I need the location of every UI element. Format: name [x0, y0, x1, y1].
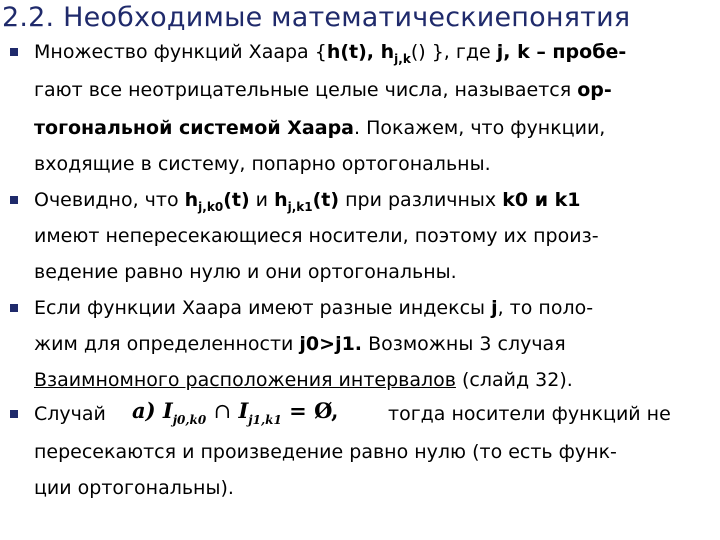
bullet-4-line-1-end: тогда носители функций не [388, 403, 671, 425]
bullet-4-line-1-start: Случай [34, 403, 106, 425]
bullet-1-line-2: гают все неотрицательные целые числа, называется ор- [34, 79, 612, 101]
bullet-4-line-3: ции ортогональны). [34, 477, 234, 499]
bullet-marker [10, 410, 18, 418]
bullet-3-line-1: Если функции Хаара имеют разные индексы j, то поло- [34, 297, 594, 319]
intersection-formula: a) $I_{j0,k0}$ ∩ $I_{j1,k1}$ = Ø, [132, 398, 339, 427]
bullet-1-line-3: тогональной системой Хаара. Покажем, что функции, [34, 117, 606, 139]
bullet-marker [10, 196, 18, 204]
bullet-3-line-3: Взаимномного расположения интервалов (слайд 32). [34, 369, 573, 391]
bullet-2-line-2: имеют непересекающиеся носители, поэтому их произ- [34, 225, 599, 247]
bullet-marker [10, 304, 18, 312]
bullet-1-line-1: Множество функций Хаара {h(t), $h_{j,k}()$ }, где j, k – пробе- [34, 41, 627, 66]
bullet-3-line-2: жим для определенности j0>j1. Возможны 3 случая [34, 333, 566, 355]
bullet-2-line-1: Очевидно, что $h_{j,k0}(t)$ и $h_{j,k1}(t)$ при различных k0 и k1 [34, 189, 581, 214]
slide-title: 2.2. Необходимые математическиепонятия [2, 2, 631, 33]
bullet-4-line-2: пересекаются и произведение равно нулю (то есть функ- [34, 441, 617, 463]
bullet-1-line-4: входящие в систему, попарно ортогональны. [34, 153, 491, 175]
slide-link[interactable]: Взаимномного расположения интервалов [34, 369, 456, 391]
bullet-marker [10, 48, 18, 56]
bullet-2-line-3: ведение равно нулю и они ортогональны. [34, 261, 457, 283]
